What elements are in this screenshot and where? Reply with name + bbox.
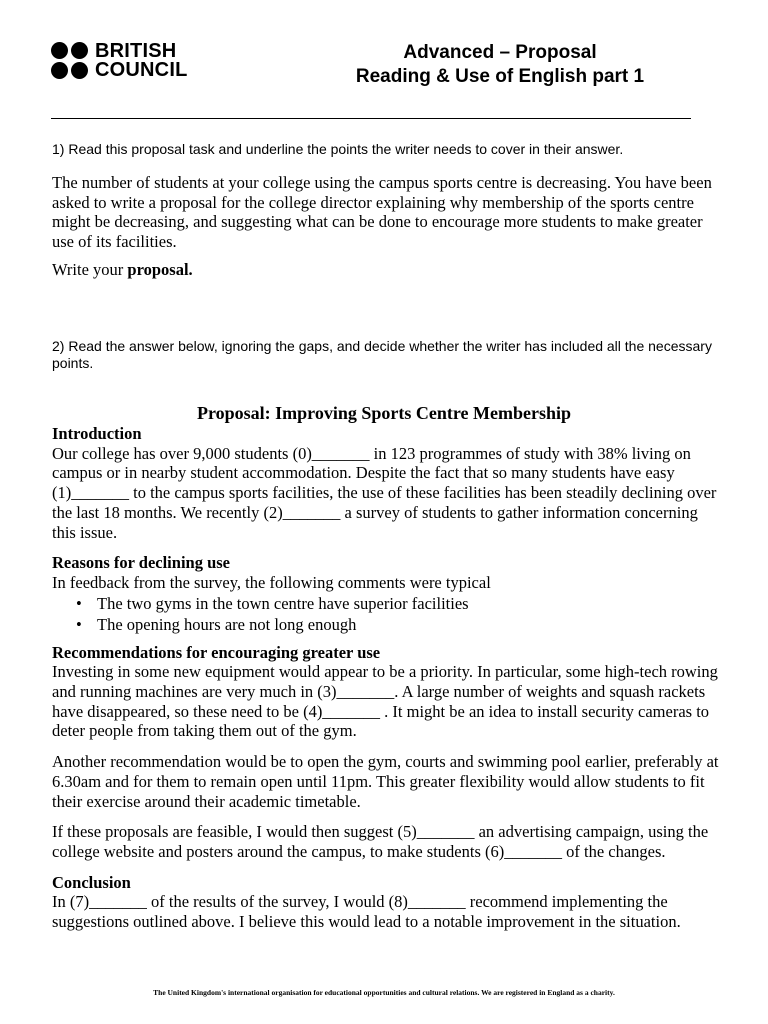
instruction-1: 1) Read this proposal task and underline the points the writer needs to cover in their answer. — [52, 141, 624, 157]
recommendations-paragraph-2: Another recommendation would be to open the gym, courts and swimming pool earlier, preferably at 6.30am and for them to remain open until 11pm. This greater flexibility would allow students to fit their exercise around their academic timetable. — [52, 752, 719, 811]
recommendations-paragraph-3: If these proposals are feasible, I would then suggest (5)_______ an advertising campaign, using the college website and posters around the campus, to make students (6)_______ of the changes. — [52, 822, 709, 861]
header-divider — [51, 118, 691, 119]
introduction-heading: Introduction — [52, 424, 142, 443]
write-instruction — [52, 260, 720, 280]
write-prefix: Write your — [52, 260, 128, 279]
write-bold: proposal. — [127, 260, 193, 279]
logo-dots-icon — [51, 42, 91, 80]
conclusion-heading: Conclusion — [52, 872, 131, 892]
recommendations-paragraph-1: Investing in some new equipment would appear to be a priority. In particular, some high-tech rowing and running machines are very much in (3)_______. A large number of weights and squash rackets have disappeared, so these need to be (4)_______ . It might be an idea to install security cameras to deter people from taking them out of the gym. — [52, 662, 718, 741]
reasons-text: In feedback from the survey, the following comments were typical — [52, 572, 491, 592]
page-subtitle: Reading & Use of English part 1 — [355, 66, 645, 87]
proposal-title: Proposal: Improving Sports Centre Membership — [196, 403, 571, 423]
list-item: • The opening hours are not long enough — [52, 614, 720, 635]
recommendations-heading: Recommendations for encouraging greater use — [52, 642, 381, 662]
page-title: Advanced – Proposal — [403, 42, 597, 63]
list-item: • The two gyms in the town centre have superior facilities — [52, 593, 720, 614]
conclusion-text: In (7)_______ of the results of the survey, I would (8)_______ recommend implementing the suggestions outlined above. I believe this would lead to a notable improvement in the situation. — [52, 892, 681, 932]
footer-note: The United Kingdom's international organisation for educational opportunities and cultural relations. We are registered in England as a charity. — [153, 988, 615, 997]
introduction-text: Our college has over 9,000 students (0)_______ in 123 programmes of study with 38% living on campus or in nearby student accommodation. Despite the fact that so many students have easy (1)_______ to the campus sports facilities, the use of these facilities has been steadily declining over the last 18 months. We recently (2)_______ a survey of students to gather information concerning this issue. — [52, 443, 717, 542]
logo-word-british: BRITISH — [95, 40, 177, 62]
instruction-2: 2) Read the answer below, ignoring the gaps, and decide whether the writer has included all the necessary points. — [52, 338, 712, 371]
reasons-heading: Reasons for declining use — [52, 553, 231, 573]
logo-word-council: COUNCIL — [95, 59, 188, 81]
proposal-body — [52, 424, 720, 932]
task-paragraph: The number of students at your college using the campus sports centre is decreasing. You have been asked to write a proposal for the college director explaining why membership of the sports centre might be decreasing, and suggesting what can be done to encourage more students to make greater use of its facilities. — [52, 173, 712, 252]
british-council-logo — [51, 40, 201, 82]
reasons-list — [52, 593, 720, 635]
